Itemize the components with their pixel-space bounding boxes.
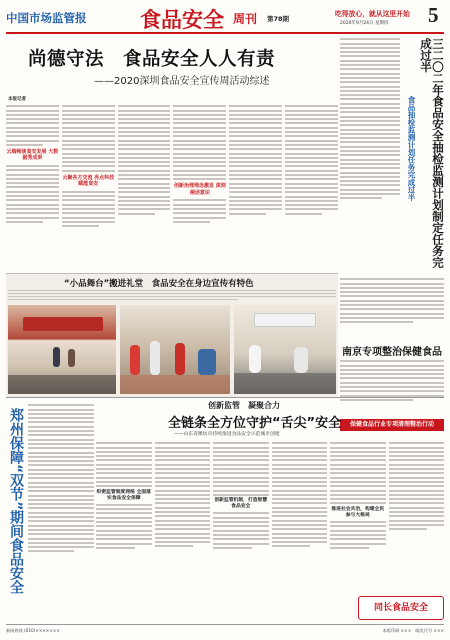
nanjing-subhead: 保健食品行业专项清理整治行动 xyxy=(340,419,444,431)
lead-col-1 xyxy=(6,103,59,265)
lead-headline: 尚德守法 食品安全人人有责 xyxy=(28,49,276,70)
nanjing-top-body xyxy=(340,276,444,342)
slogan: 吃得放心，就从这里开始 xyxy=(335,10,410,18)
lead-subhead-3: 创新治理理念激发 深刻阐述意识 xyxy=(174,183,226,196)
section-divider xyxy=(6,397,444,398)
bottom-subhead-2: 创新监管机制，打造智慧食品安全 xyxy=(214,498,268,510)
zhengzhou-headline: 郑州保障“双节”期间食品安全 xyxy=(8,408,24,595)
bottom-subhead-1: 织密监管制度网络 全面落实食品安全保障 xyxy=(96,489,151,501)
event-photo-stage xyxy=(8,305,116,394)
issue-number: 第78期 xyxy=(267,15,290,23)
bottom-col-5 xyxy=(330,440,386,620)
footer xyxy=(6,624,444,639)
right-story-headline: 三二〇二年食品安全抽检监测计划制定任务完成过半 xyxy=(419,38,445,268)
masthead-rule xyxy=(6,32,444,34)
bottom-col-2 xyxy=(155,440,211,620)
right-story-body xyxy=(340,36,400,272)
zhengzhou-body xyxy=(28,402,94,620)
lead-col-4 xyxy=(173,103,226,265)
event-photo-audience xyxy=(234,305,336,394)
lead-story xyxy=(6,38,338,270)
event-photo-booth xyxy=(120,305,230,394)
lead-col-5 xyxy=(229,103,282,265)
lead-col-2 xyxy=(62,103,115,265)
right-story xyxy=(340,36,444,274)
bottom-col-6 xyxy=(389,440,445,620)
bottom-body xyxy=(96,440,444,620)
photo-panel-intro xyxy=(8,288,336,302)
section-title: 食品安全 xyxy=(140,8,224,32)
nanjing-headline: 南京专项整治保健食品 xyxy=(342,347,442,358)
right-col-1 xyxy=(340,36,400,272)
paper-logo: 中国市场监管报 xyxy=(6,11,87,25)
lead-body xyxy=(6,103,338,265)
lead-subhead-2: 云聚各方交流 亮点科技赋能食安 xyxy=(62,174,115,188)
weekly-label: 周刊 xyxy=(233,12,258,26)
footer-hotline: 新闻热线 (010)××××××× xyxy=(6,628,60,633)
right-story-kicker: 食品抽检监测计划任务完成过半 xyxy=(407,96,416,201)
lead-subtitle: ——2020深圳食品安全宣传周活动综述 xyxy=(94,76,270,87)
lead-col-6 xyxy=(285,103,338,265)
lead-reporter: 本报记者 xyxy=(8,97,26,102)
bottom-col-3 xyxy=(213,440,269,620)
bottom-col-1 xyxy=(96,440,152,620)
bottom-subtitle: ——山东省潍坊市持续推进食品安全示范城市创建 xyxy=(174,432,280,437)
page-number: 5 xyxy=(428,3,439,27)
issue-date: 2020年9月24日 星期四 xyxy=(340,21,389,26)
photo-panel xyxy=(6,273,338,397)
photo-panel-caption: “小品舞台”搬进礼堂 食品安全在身边宣传有特色 xyxy=(64,279,254,289)
footer-print-info: 本版印刷 ××× 邮发代号 ××× xyxy=(382,628,444,633)
bottom-subhead-3: 推进社会共治，构建全民参与大格局 xyxy=(331,506,385,518)
masthead xyxy=(0,0,450,38)
lead-col-3 xyxy=(118,103,171,265)
zhengzhou-story xyxy=(6,400,94,622)
bottom-story xyxy=(96,400,444,622)
bottom-kicker: 创新监管 凝聚合力 xyxy=(208,401,280,410)
lead-subhead-1: 云端畅谈食安发展 大数据秀成果 xyxy=(6,148,59,162)
footer-logo: 同长食品安全 xyxy=(358,596,444,620)
bottom-col-4 xyxy=(272,440,328,620)
bottom-headline: 全链条全方位守护“舌尖”安全 xyxy=(168,416,342,431)
